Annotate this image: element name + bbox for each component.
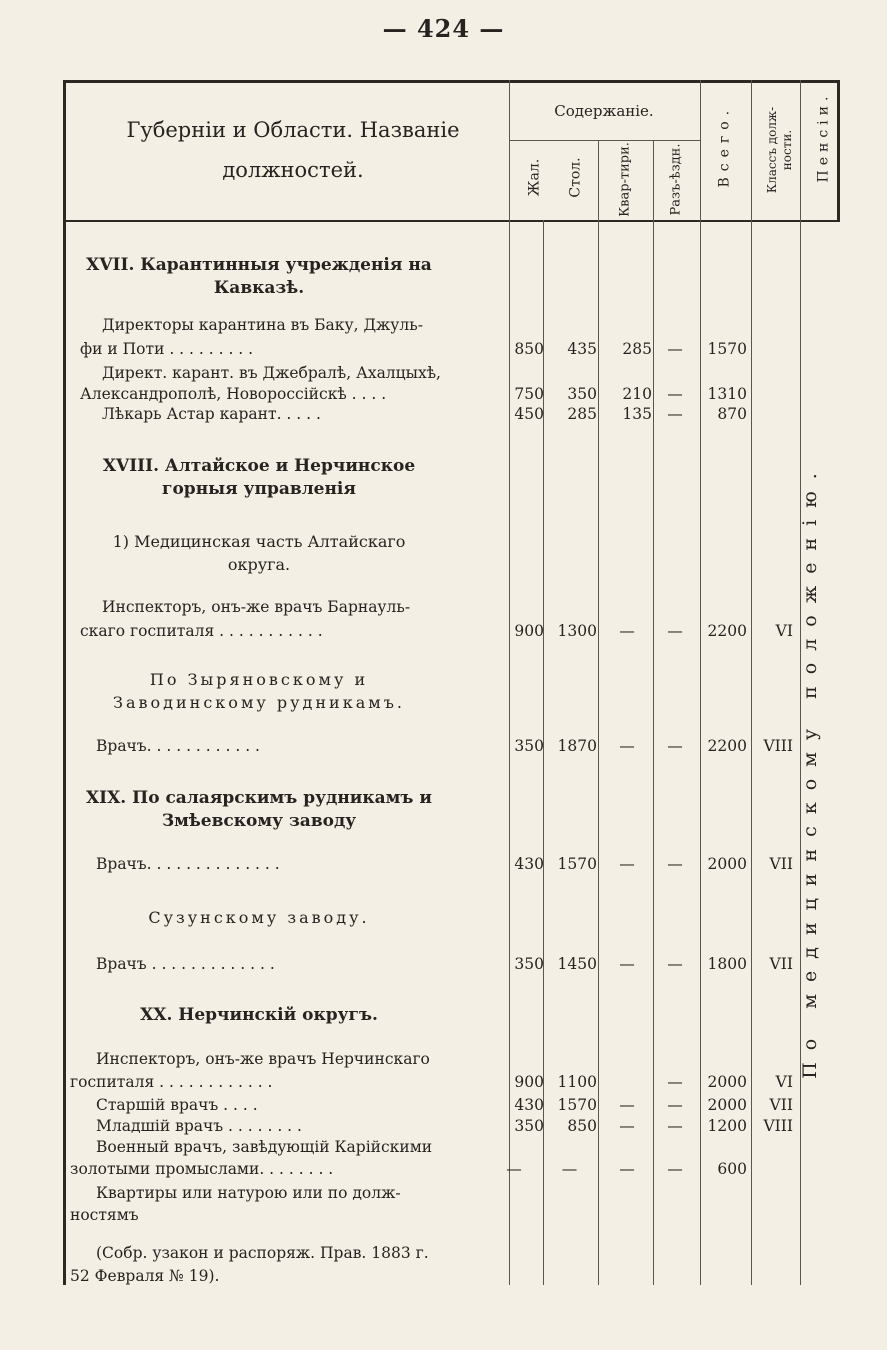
source-citation-cont: 52 Февраля № 19). xyxy=(70,1267,220,1285)
cell-zh: 430 xyxy=(514,855,544,873)
cell-kl: VIII xyxy=(763,737,793,755)
cell-st: 1300 xyxy=(557,622,597,640)
section-xviii: XVIII. Алтайское и Нерчинское горныя управленія xyxy=(102,456,416,499)
cell-vs: 2200 xyxy=(707,622,747,640)
cell-zh: — xyxy=(506,1160,522,1178)
cell-rz: — xyxy=(667,955,683,973)
cell-kl: VII xyxy=(769,955,793,973)
cell-vs: 2000 xyxy=(707,1096,747,1114)
col-sep xyxy=(598,140,599,1285)
row-label: Младшій врачъ . . . . . . . . xyxy=(96,1117,302,1135)
cell-vs: 1800 xyxy=(707,955,747,973)
col-header-razezdn: Разъ-ѣздн. xyxy=(668,143,684,216)
cell-zh: 850 xyxy=(514,340,544,358)
source-citation: (Собр. узакон и распоряж. Прав. 1883 г. xyxy=(96,1244,429,1262)
cell-zh: 350 xyxy=(514,1117,544,1135)
cell-zh: 450 xyxy=(514,405,544,423)
cell-zh: 350 xyxy=(514,737,544,755)
row-label: Врачъ. . . . . . . . . . . . . . xyxy=(96,855,280,873)
cell-kv: 285 xyxy=(622,340,652,358)
section-xix: XIX. По салаярскимъ рудникамъ и Змѣевскому заводу xyxy=(85,788,433,831)
rule-top xyxy=(63,80,840,83)
rule-left xyxy=(63,80,66,1285)
cell-rz: — xyxy=(667,405,683,423)
note-quarters: Квартиры или натурою или по долж- xyxy=(96,1184,401,1202)
row-label: скаго госпиталя . . . . . . . . . . . xyxy=(80,622,323,640)
cell-rz: — xyxy=(667,385,683,403)
row-label: фи и Поти . . . . . . . . . xyxy=(80,340,254,358)
rule-right xyxy=(837,80,840,220)
cell-zh: 900 xyxy=(514,622,544,640)
cell-kv: — xyxy=(619,1160,635,1178)
cell-rz: — xyxy=(667,340,683,358)
cell-kv: — xyxy=(619,622,635,640)
rule-header xyxy=(63,220,840,222)
cell-kl: VI xyxy=(775,622,793,640)
cell-rz: — xyxy=(667,622,683,640)
row-label: Лѣкарь Астар карант. . . . . xyxy=(102,405,321,423)
cell-kl: VII xyxy=(769,1096,793,1114)
cell-vs: 1570 xyxy=(707,340,747,358)
section-xvii: XVII. Карантинныя учрежденія на Кавказѣ. xyxy=(86,255,432,298)
cell-st: 1450 xyxy=(557,955,597,973)
cell-st: 850 xyxy=(567,1117,597,1135)
section-xx: XX. Нерчинскій округъ. xyxy=(140,1005,378,1025)
cell-kv: — xyxy=(619,855,635,873)
col-header-stol: Стол. xyxy=(567,157,584,198)
side-note xyxy=(780,380,840,1160)
col-header-kvartiry: Квар-тири. xyxy=(617,142,633,217)
cell-rz: — xyxy=(667,737,683,755)
col-header-klass: Классъ долж-ности. xyxy=(765,106,794,194)
cell-kv: 210 xyxy=(622,385,652,403)
cell-rz: — xyxy=(667,1073,683,1091)
cell-vs: 2200 xyxy=(707,737,747,755)
header-title: Губерніи и Области. Названіе должностей. xyxy=(126,118,460,182)
cell-kl: VIII xyxy=(763,1117,793,1135)
note-quarters-cont: ностямъ xyxy=(70,1206,139,1224)
row-label: госпиталя . . . . . . . . . . . . xyxy=(70,1073,273,1091)
row-label: Директ. карант. въ Джебралѣ, Ахалцыхѣ, xyxy=(102,364,441,382)
cell-kv: — xyxy=(619,955,635,973)
row-label: золотыми промыслами. . . . . . . . xyxy=(70,1160,334,1178)
col-header-vsego: Всего. xyxy=(716,104,733,188)
header-group: Содержаніе. xyxy=(554,102,654,120)
cell-st: — xyxy=(561,1160,578,1178)
cell-st: 1570 xyxy=(557,1096,597,1114)
row-label: Директоры карантина въ Баку, Джуль- xyxy=(102,316,423,334)
cell-kl: VII xyxy=(769,855,793,873)
cell-kl: VI xyxy=(775,1073,793,1091)
row-label: Военный врачъ, завѣдующій Карійскими xyxy=(96,1138,433,1156)
cell-st: 1870 xyxy=(557,737,597,755)
subsection-suzunsky: Сузунскому заводу. xyxy=(148,908,370,927)
cell-vs: 1200 xyxy=(707,1117,747,1135)
row-label: Александрополѣ, Новороссійскѣ . . . . xyxy=(80,385,387,403)
cell-st: 1100 xyxy=(557,1073,597,1091)
cell-kv: 135 xyxy=(622,405,652,423)
cell-zh: 900 xyxy=(514,1073,544,1091)
cell-zh: 350 xyxy=(514,955,544,973)
row-label: Инспекторъ, онъ-же врачъ Нерчинскаго xyxy=(96,1050,430,1068)
cell-vs: 870 xyxy=(717,405,747,423)
cell-kv: — xyxy=(619,737,635,755)
row-label: Врачъ. . . . . . . . . . . . xyxy=(96,737,260,755)
cell-st: 350 xyxy=(567,385,597,403)
col-header-pensii: Пенсіи. xyxy=(815,91,832,183)
cell-kv: — xyxy=(619,1117,635,1135)
page-number: — 424 — xyxy=(382,14,505,43)
cell-kv: — xyxy=(619,1096,635,1114)
cell-vs: 2000 xyxy=(707,855,747,873)
subsection-zyryanovsky: По Зыряновскому и Заводинскому рудникамъ. xyxy=(113,670,405,712)
cell-vs: 1310 xyxy=(707,385,747,403)
cell-rz: — xyxy=(667,1160,683,1178)
cell-vs: 2000 xyxy=(707,1073,747,1091)
row-label: Старшій врачъ . . . . xyxy=(96,1096,258,1114)
cell-zh: 750 xyxy=(514,385,544,403)
col-header-zhal: Жал. xyxy=(526,158,543,197)
cell-vs: 600 xyxy=(717,1160,747,1178)
cell-rz: — xyxy=(667,1117,683,1135)
cell-st: 285 xyxy=(567,405,597,423)
cell-rz: — xyxy=(667,1096,683,1114)
cell-st: 435 xyxy=(567,340,597,358)
row-label: Инспекторъ, онъ-же врачъ Барнауль- xyxy=(102,598,411,616)
cell-zh: 430 xyxy=(514,1096,544,1114)
subsection-altai: 1) Медицинская часть Алтайскаго округа. xyxy=(112,532,406,574)
cell-rz: — xyxy=(667,855,683,873)
row-label: Врачъ . . . . . . . . . . . . . xyxy=(96,955,275,973)
side-note-text: По медицинскому положенію. xyxy=(799,461,821,1079)
cell-st: 1570 xyxy=(557,855,597,873)
